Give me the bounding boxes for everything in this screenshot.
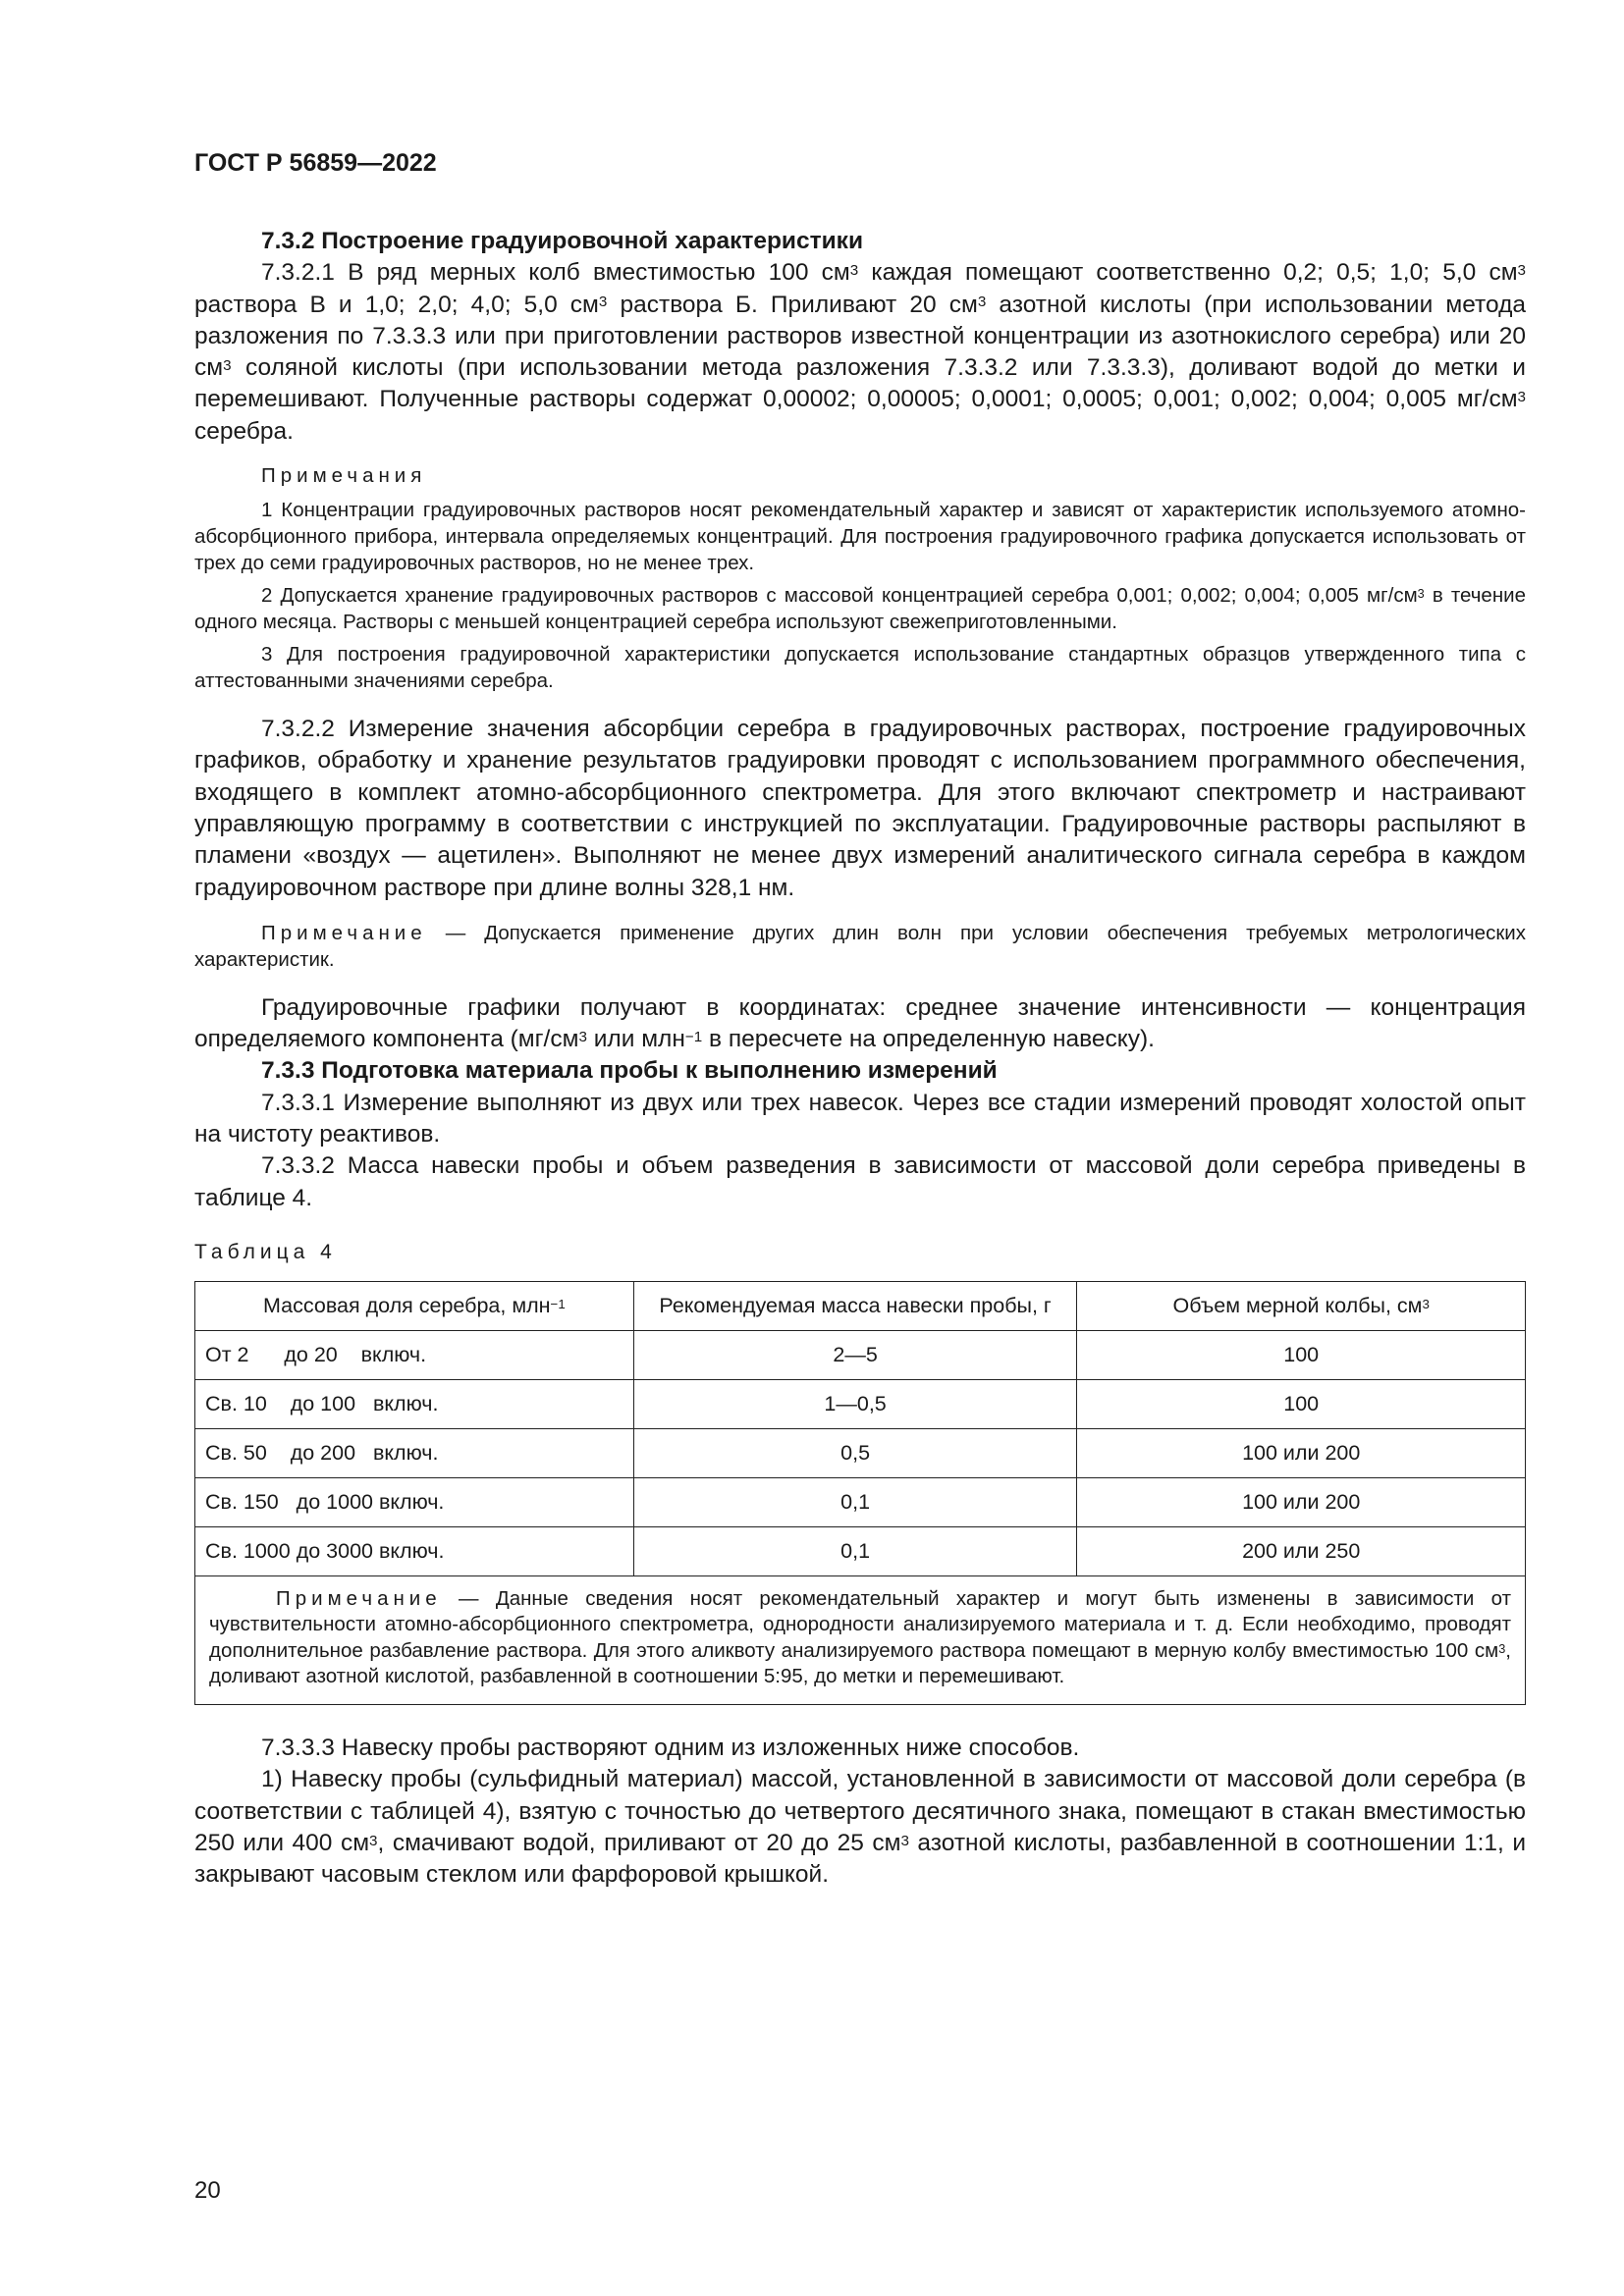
paragraph-7-3-3-2: 7.3.3.2 Масса навески пробы и объем разведения в зависимости от массовой доли серебра приведены в таблице 4.	[194, 1152, 1526, 1211]
table-4	[194, 1281, 1526, 1705]
table-cell: 2—5	[633, 1330, 1077, 1379]
note-2: 2 Допускается хранение градуировочных растворов с массовой концентрацией серебра 0,001; 0,002; 0,004; 0,005 $мг/см^3$ в течение одного месяца. Растворы с меньшей концентрацией серебра используют свежеприготовленными.	[194, 584, 1526, 634]
table-cell: 0,1	[633, 1526, 1077, 1575]
table-cell: 0,1	[633, 1477, 1077, 1526]
paragraph-calibration-graphs: Градуировочные графики получают в координатах: среднее значение интенсивности — концентрация определяемого компонента ($мг/см^3$ или млн$^{-1}$ в пересчете на определенную навеску).	[194, 993, 1526, 1053]
section-7-3-3-title: 7.3.3 Подготовка материала пробы к выполнению измерений	[261, 1057, 998, 1085]
paragraph-7-3-3-1: 7.3.3.1 Измерение выполняют из двух или трех навесок. Через все стадии измерений проводят холостой опыт на чистоту реактивов.	[194, 1089, 1526, 1148]
table-cell: 100 или 200	[1077, 1477, 1526, 1526]
document-body	[194, 226, 1526, 1891]
table-cell: 1—0,5	[633, 1379, 1077, 1428]
table-note-row	[195, 1575, 1526, 1704]
table-row	[195, 1330, 1526, 1379]
paragraph-7-3-3-3: 7.3.3.3 Навеску пробы растворяют одним из изложенных ниже способов.	[261, 1734, 1080, 1761]
table-cell: Св. 10 до 100 включ.	[195, 1379, 634, 1428]
table-header-row	[195, 1281, 1526, 1330]
page-number: 20	[194, 2177, 221, 2204]
note-1: 1 Концентрации градуировочных растворов носят рекомендательный характер и зависят от характеристик используемого атомно-абсорбционного прибора, интервала определяемых концентраций. Для построения градуировочного графика допускается использовать от трех до семи градуировочных растворов, но не менее трех.	[194, 499, 1526, 575]
table-header-cell: Массовая доля серебра, млн$^{-1}$	[195, 1281, 634, 1330]
table-header-cell: Объем мерной колбы, $см^3$	[1077, 1281, 1526, 1330]
paragraph-7-3-2-1: 7.3.2.1 В ряд мерных колб вместимостью 100 $см^3$ каждая помещают соответственно 0,2; 0,5; 1,0; 5,0 $см^3$ раствора В и 1,0; 2,0; 4,0; 5,0 $см^3$ раствора Б. Приливают 20 $см^3$ азотной кислоты (при использовании метода разложения по 7.3.3.3 или при приготовлении растворов известной концентрации из азотнокислого серебра) или 20 $см^3$ соляной кислоты (при использовании метода разложения 7.3.3.2 или 7.3.3.3), доливают водой до метки и перемешивают. Полученные растворы содержат 0,00002; 0,00005; 0,0001; 0,0005; 0,001; 0,002; 0,004; 0,005 $мг/см^3$ серебра.	[194, 259, 1526, 445]
notes-heading: Примечания	[261, 464, 427, 488]
paragraph-7-3-2-2: 7.3.2.2 Измерение значения абсорбции серебра в градуировочных растворах, построение градуировочных графиков, обработку и хранение результатов градуировки проводят с использованием программного обеспечения, входящего в комплект атомно-абсорбционного спектрометра. Для этого включают спектрометр и настраивают управляющую программу в соответствии с инструкцией по эксплуатации. Градуировочные растворы распыляют в пламени «воздух — ацетилен». Выполняют не менее двух измерений аналитического сигнала серебра в каждом градуировочном растворе при длине волны 328,1 нм.	[194, 716, 1526, 901]
table-row	[195, 1428, 1526, 1477]
document-code-header: ГОСТ Р 56859—2022	[194, 149, 437, 177]
table-cell: 100 или 200	[1077, 1428, 1526, 1477]
table-4-caption: Таблица 4	[194, 1240, 337, 1263]
table-cell: Св. 150 до 1000 включ.	[195, 1477, 634, 1526]
table-cell: Св. 1000 до 3000 включ.	[195, 1526, 634, 1575]
note-3: 3 Для построения градуировочной характеристики допускается использование стандартных образцов утвержденного типа с аттестованными значениями серебра.	[194, 643, 1526, 693]
table-cell: 200 или 250	[1077, 1526, 1526, 1575]
table-header-cell: Рекомендуемая масса навески пробы, г	[633, 1281, 1077, 1330]
table-row	[195, 1379, 1526, 1428]
table-cell: Св. 50 до 200 включ.	[195, 1428, 634, 1477]
table-cell: От 2 до 20 включ.	[195, 1330, 634, 1379]
table-cell: 100	[1077, 1379, 1526, 1428]
table-cell: 100	[1077, 1330, 1526, 1379]
table-note: Примечание — Данные сведения носят рекомендательный характер и могут быть изменены в зависимости от чувствительности атомно-абсорбционного спектрометра, однородности анализируемого материала и т. д. Если необходимо, проводят дополнительное разбавление раствора. Для этого аликвоту анализируемого раствора помещают в мерную колбу вместимостью 100 $см^3$, доливают азотной кислотой, разбавленной в соотношении 5:95, до метки и перемешивают.	[195, 1575, 1526, 1704]
table-cell: 0,5	[633, 1428, 1077, 1477]
paragraph-method-1: 1) Навеску пробы (сульфидный материал) массой, установленной в зависимости от массовой доли серебра (в соответствии с таблицей 4), взятую с точностью до четвертого десятичного знака, помещают в стакан вместимостью 250 или 400 $см^3$, смачивают водой, приливают от 20 до 25 $см^3$ азотной кислоты, разбавленной в соотношении 1:1, и закрывают часовым стеклом или фарфоровой крышкой.	[194, 1766, 1527, 1889]
section-7-3-2-title: 7.3.2 Построение градуировочной характеристики	[261, 228, 864, 254]
table-row	[195, 1526, 1526, 1575]
note-wavelength: Примечание — Допускается применение других длин волн при условии обеспечения требуемых метрологических характеристик.	[194, 921, 1526, 971]
table-row	[195, 1477, 1526, 1526]
